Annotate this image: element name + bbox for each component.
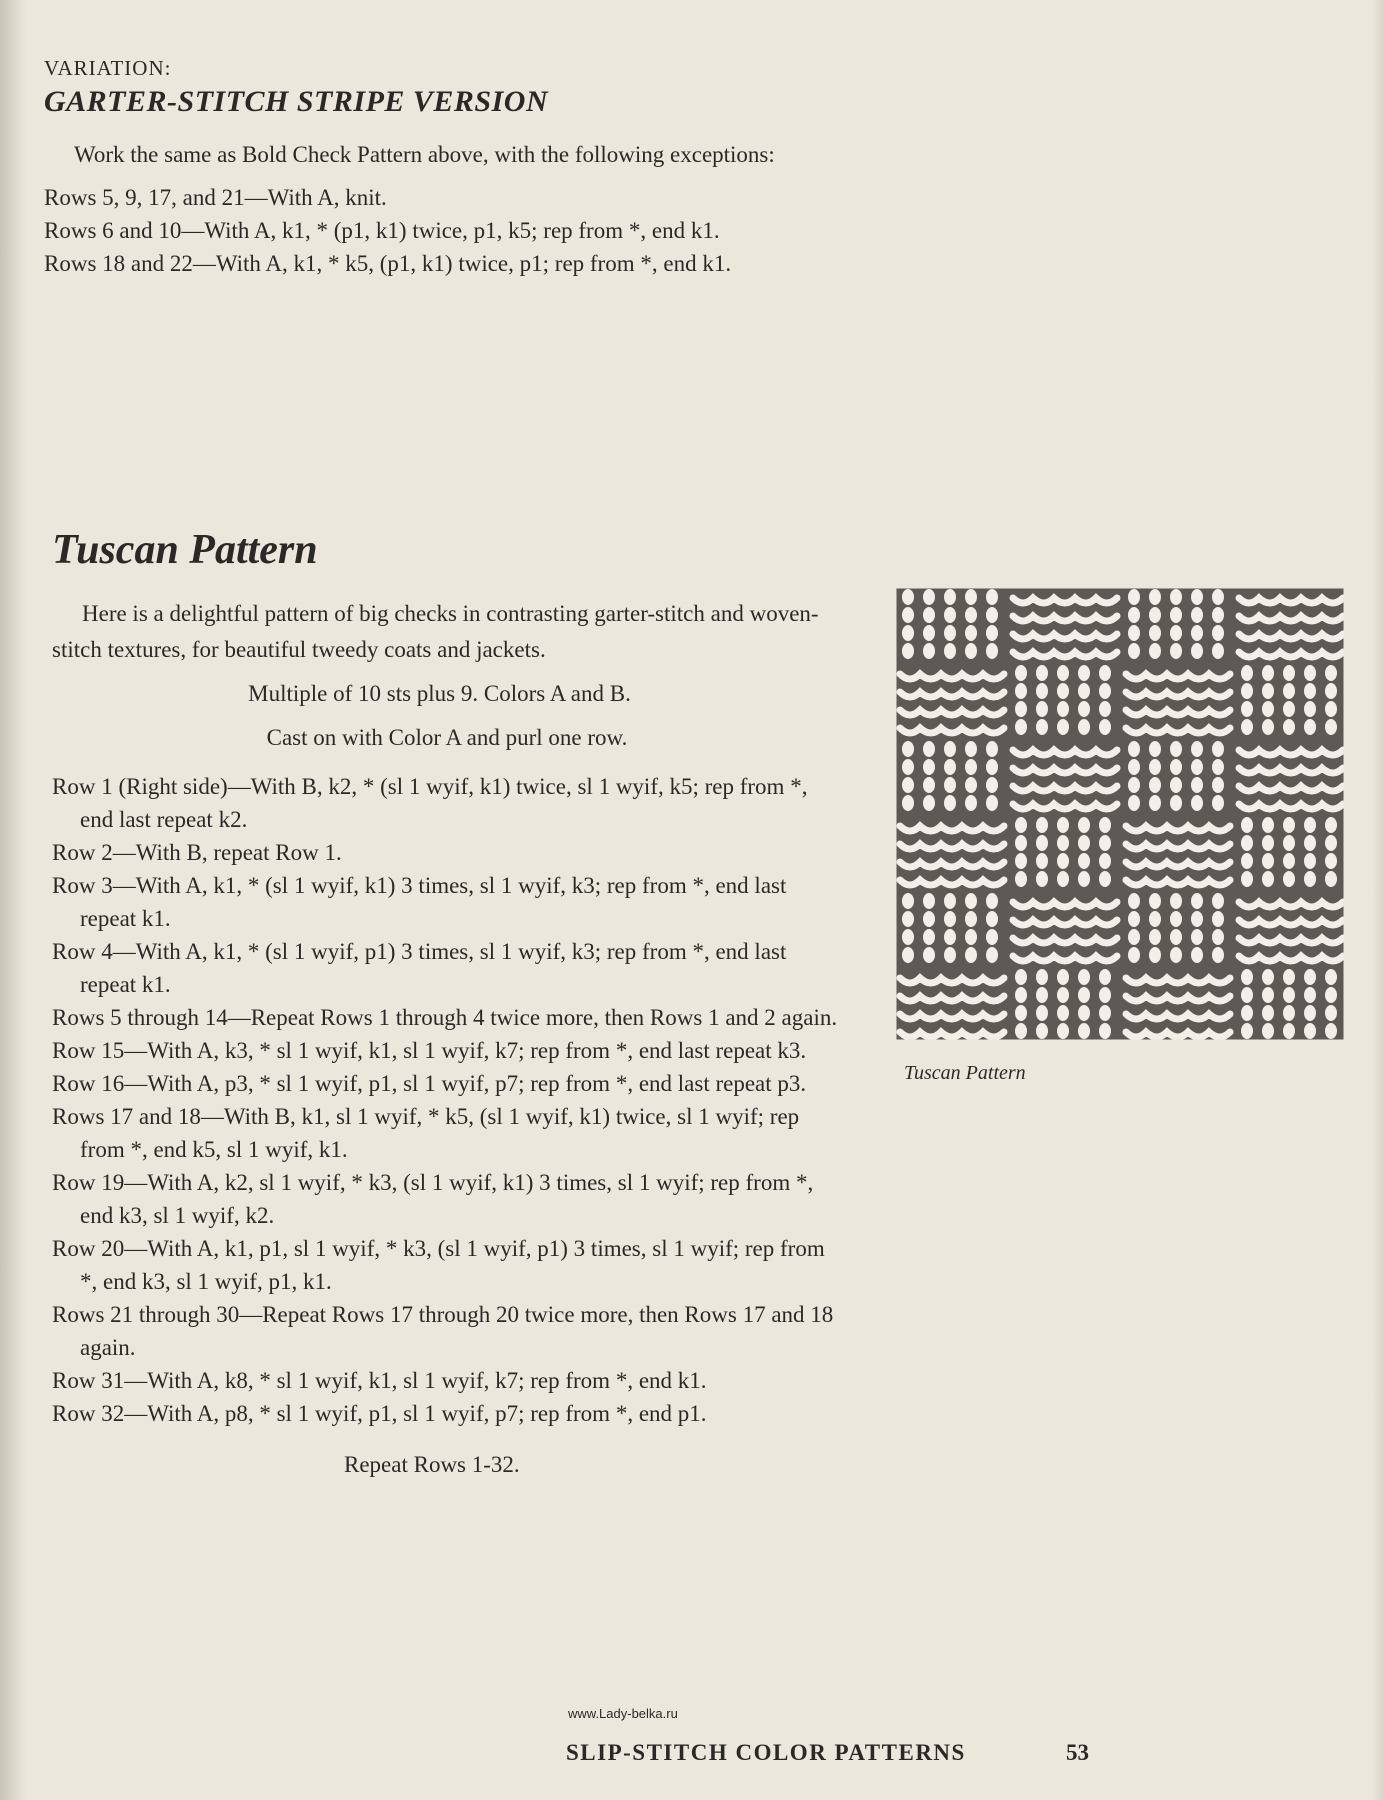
row-instruction: Row 1 (Right side)—With B, k2, * (sl 1 wyif, k1) twice, sl 1 wyif, k5; rep from *, end last repeat k2.	[52, 774, 808, 832]
tuscan-swatch-photo	[894, 586, 1346, 1042]
running-head: SLIP-STITCH COLOR PATTERNS	[566, 1740, 966, 1765]
page-edge	[1372, 0, 1384, 1800]
figure-caption: Tuscan Pattern	[904, 1062, 1026, 1084]
row-instruction: Rows 21 through 30—Repeat Rows 17 through 20 twice more, then Rows 17 and 18 again.	[52, 1302, 834, 1360]
row-instruction: Row 3—With A, k1, * (sl 1 wyif, k1) 3 times, sl 1 wyif, k3; rep from *, end last repeat k1.	[52, 873, 787, 931]
row-instruction: Row 20—With A, k1, p1, sl 1 wyif, * k3, (sl 1 wyif, p1) 3 times, sl 1 wyif; rep from *, end k3, sl 1 wyif, p1, k1.	[52, 1236, 825, 1294]
tuscan-pattern-section	[52, 526, 852, 1501]
variation-section	[44, 56, 824, 280]
row-instruction: Row 19—With A, k2, sl 1 wyif, * k3, (sl 1 wyif, k1) 3 times, sl 1 wyif; rep from *, end k3, sl 1 wyif, k2.	[52, 1170, 814, 1228]
tuscan-title: Tuscan Pattern	[52, 527, 318, 573]
variation-kicker: VARIATION:	[44, 56, 172, 80]
cast-on-instruction: Cast on with Color A and purl one row.	[266, 725, 628, 750]
variation-title: GARTER-STITCH STRIPE VERSION	[44, 85, 549, 118]
website-watermark: www.Lady-belka.ru	[568, 1706, 678, 1721]
page-number: 53	[1066, 1740, 1089, 1765]
repeat-instruction: Repeat Rows 1-32.	[344, 1452, 520, 1477]
row-instruction: Row 15—With A, k3, * sl 1 wyif, k1, sl 1 wyif, k7; rep from *, end last repeat k3.	[52, 1038, 807, 1063]
row-instruction: Row 16—With A, p3, * sl 1 wyif, p1, sl 1 wyif, p7; rep from *, end last repeat p3.	[52, 1071, 807, 1096]
variation-row-instruction: Rows 18 and 22—With A, k1, * k5, (p1, k1) twice, p1; rep from *, end k1.	[44, 251, 732, 276]
row-instruction: Row 32—With A, p8, * sl 1 wyif, p1, sl 1 wyif, p7; rep from *, end p1.	[52, 1401, 707, 1426]
row-instruction: Row 31—With A, k8, * sl 1 wyif, k1, sl 1 wyif, k7; rep from *, end k1.	[52, 1368, 707, 1393]
row-instruction: Rows 5 through 14—Repeat Rows 1 through 4 twice more, then Rows 1 and 2 again.	[52, 1005, 838, 1030]
row-instruction: Row 4—With A, k1, * (sl 1 wyif, p1) 3 times, sl 1 wyif, k3; rep from *, end last repeat k1.	[52, 939, 787, 997]
knit-swatch-image	[894, 586, 1346, 1042]
row-instruction: Rows 17 and 18—With B, k1, sl 1 wyif, * k5, (sl 1 wyif, k1) twice, sl 1 wyif; rep from *, end k5, sl 1 wyif, k1.	[52, 1104, 800, 1162]
variation-row-instruction: Rows 6 and 10—With A, k1, * (p1, k1) twice, p1, k5; rep from *, end k1.	[44, 218, 720, 243]
tuscan-intro: Here is a delightful pattern of big checks in contrasting garter-stitch and woven-stitch textures, for beautiful tweedy coats and jackets.	[52, 601, 819, 662]
row-instruction: Row 2—With B, repeat Row 1.	[52, 840, 342, 865]
page-binding-shadow	[0, 0, 26, 1800]
variation-row-instruction: Rows 5, 9, 17, and 21—With A, knit.	[44, 185, 387, 210]
row-instructions	[52, 770, 842, 1430]
stitch-multiple: Multiple of 10 sts plus 9. Colors A and B.	[248, 681, 631, 706]
variation-intro: Work the same as Bold Check Pattern above, with the following exceptions:	[74, 142, 775, 167]
